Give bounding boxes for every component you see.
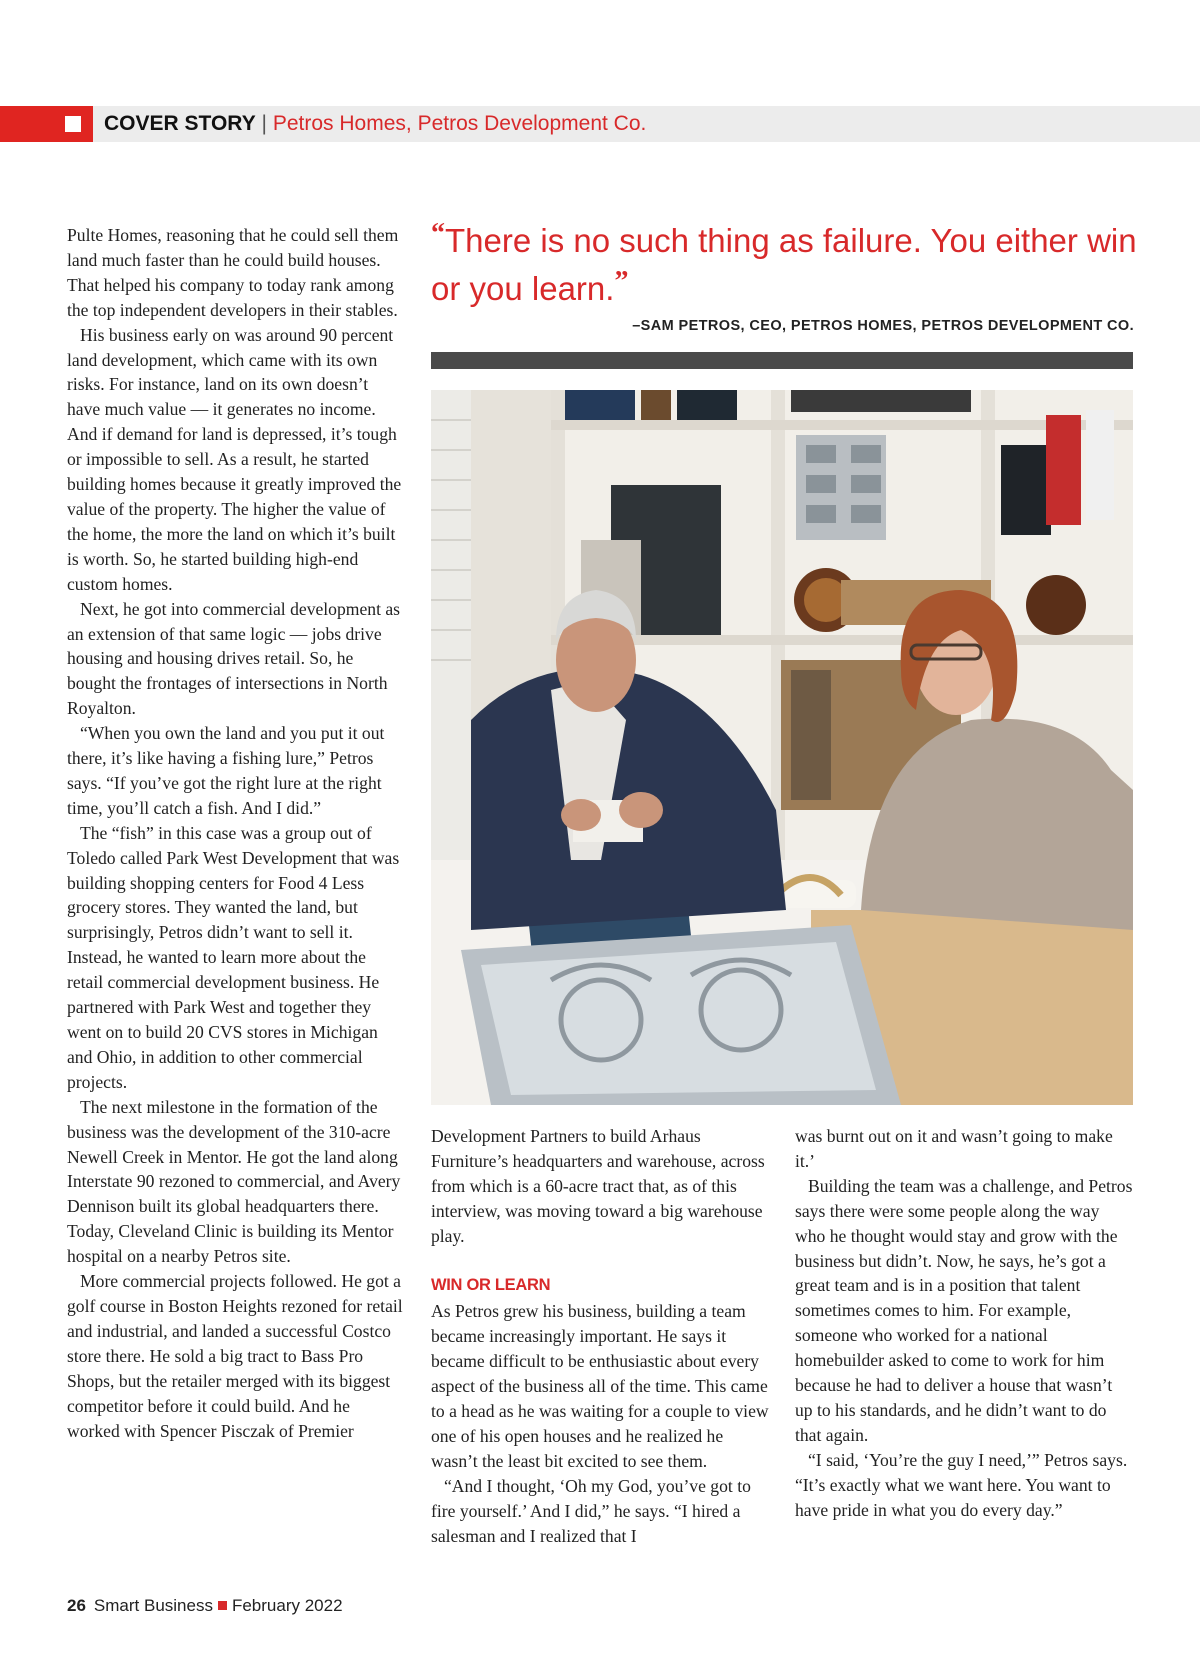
article-photo (431, 390, 1133, 1105)
paragraph: The “fish” in this case was a group out of Toledo called Park West Development that was building shopping centers for Food 4 Less grocery stores. They wanted the land, but surprisingly, Petros didn’t want to sell it. Instead, he wanted to learn more about the retail commercial development business. He partnered with Park West and together they went on to build 20 CVS stores in Michigan and Ohio, in addition to other commercial projects. (67, 822, 400, 1092)
paragraph: The next milestone in the formation of the business was the development of the 310-acre Newell Creek in Mentor. He got the land along Interstate 90 rezoned to commercial, and Avery Dennison built its global headquarters there. Today, Cleveland Clinic is building its Mentor hospital on a nearby Petros site. (67, 1096, 401, 1267)
pull-quote-text: There is no such thing as failure. You either win or you learn. (431, 222, 1137, 307)
paragraph: “And I thought, ‘Oh my God, you’ve got to fire yourself.’ And I did,” he says. “I hired a salesman and I realized that I (431, 1475, 751, 1546)
header-square-icon (65, 116, 81, 132)
section-header (104, 109, 646, 139)
article-column-right (795, 1124, 1133, 1523)
pull-quote-attribution: –SAM PETROS, CEO, PETROS HOMES, PETROS DEVELOPMENT CO. (632, 318, 1134, 334)
paragraph: Development Partners to build Arhaus Furniture’s headquarters and warehouse, across from which is a 60-acre tract that, as of this interview, was moving toward a big warehouse play. (431, 1126, 765, 1246)
footer-square-icon (218, 1601, 227, 1610)
close-quote-mark: ” (614, 266, 629, 297)
paragraph: More commercial projects followed. He got a golf course in Boston Heights rezoned for retail and industrial, and landed a successful Costco store there. He sold a big tract to Bass Pro Shops, but the retailer merged with its biggest competitor before it could build. And he worked with Spencer Pisczak of Premier (67, 1271, 403, 1441)
page-number: 26 (67, 1596, 86, 1615)
issue-date: February 2022 (231, 1596, 343, 1615)
quote-divider-rule (431, 352, 1133, 369)
paragraph: As Petros grew his business, building a team became increasingly important. He says it became difficult to be enthusiastic about every aspect of the business all of the time. This came to a head as he was waiting for a couple to view one of his open houses and he realized he wasn’t the least bit excited to see them. (431, 1301, 769, 1471)
paragraph: Pulte Homes, reasoning that he could sell them land much faster than he could build houses. That helped his company to today rank among the top independent developers in their stables. (67, 225, 399, 320)
paragraph: “I said, ‘You’re the guy I need,’” Petros says. “It’s exactly what we want here. You want to have pride in what you do every day.” (795, 1449, 1128, 1520)
section-separator: | (261, 112, 268, 135)
article-column-middle (431, 1124, 769, 1549)
paragraph: His business early on was around 90 percent land development, which came with its own risks. For instance, land on its own doesn’t have much value — it generates no income. And if demand for land is depressed, it’s tough or impossible to sell. As a result, he started building homes because it greatly improved the value of the property. The higher the value of the home, the more the land on which it’s built is worth. So, he started building high-end custom homes. (67, 324, 402, 594)
publication-name: Smart Business (93, 1596, 213, 1615)
pull-quote (431, 218, 1143, 314)
section-label: COVER STORY (104, 112, 256, 135)
paragraph: Next, he got into commercial development as an extension of that same logic — jobs drive housing and housing drives retail. So, he bought the frontages of intersections in North Royalton. (67, 598, 401, 719)
page-footer (67, 1596, 343, 1616)
article-column-left (67, 223, 404, 1443)
open-quote-mark: “ (431, 218, 445, 249)
paragraph: “When you own the land and you put it out there, it’s like having a fishing lure,” Petros says. “If you’ve got the right lure at the right time, you’ll catch a fish. And I did.” (67, 723, 385, 818)
paragraph: Building the team was a challenge, and Petros says there were some people along the way who he thought would stay and grow with the business but didn’t. Now, he says, he’s got a great team and is in a position that talent sometimes comes to him. For example, someone who worked for a national homebuilder asked to come to work for him because he had to deliver a house that wasn’t up to his standards, and he didn’t want to do that again. (795, 1175, 1133, 1445)
paragraph: was burnt out on it and wasn’t going to make it.’ (795, 1126, 1113, 1171)
section-subtitle: Petros Homes, Petros Development Co. (272, 112, 647, 135)
subhead: WIN OR LEARN (431, 1275, 551, 1294)
